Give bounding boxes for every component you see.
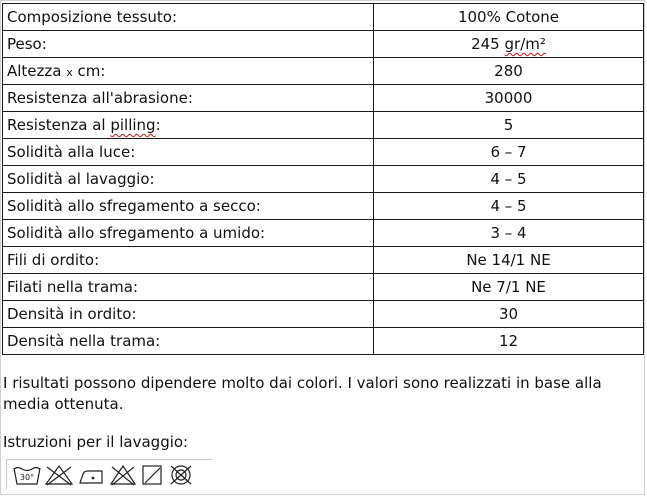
no-bleach-icon (44, 463, 74, 487)
spec-value: Ne 7/1 NE (374, 274, 644, 301)
height-label-pre: Altezza (7, 62, 67, 80)
spec-value: 30 (374, 301, 644, 328)
spec-value: 30000 (374, 85, 644, 112)
table-row (3, 166, 644, 193)
spec-label: Resistenza all'abrasione: (3, 85, 374, 112)
spec-value: 4 – 5 (374, 166, 644, 193)
professional-cleaning-icon (166, 463, 196, 487)
table-row (3, 85, 644, 112)
table-row (3, 58, 644, 85)
line-dry-icon (140, 463, 164, 487)
washing-instructions-title: Istruzioni per il lavaggio: (3, 433, 189, 451)
weight-number: 245 (471, 35, 500, 53)
spec-value: 280 (374, 58, 644, 85)
spec-label-height (3, 58, 374, 85)
spec-label-pilling (3, 112, 374, 139)
spec-value: 12 (374, 328, 644, 355)
spec-value: 6 – 7 (374, 139, 644, 166)
spec-label: Peso: (3, 31, 374, 58)
table-row (3, 112, 644, 139)
table-row (3, 247, 644, 274)
spec-label: Solidità alla luce: (3, 139, 374, 166)
table-row (3, 31, 644, 58)
care-symbols (6, 459, 212, 489)
spec-value: 5 (374, 112, 644, 139)
pilling-label-post: : (155, 116, 161, 134)
height-label-post: cm: (72, 62, 106, 80)
height-label-x: x (66, 66, 73, 79)
spec-label: Solidità al lavaggio: (3, 166, 374, 193)
spec-label: Solidità allo sfregamento a umido: (3, 220, 374, 247)
table-row (3, 139, 644, 166)
table-row (3, 193, 644, 220)
spec-value: Ne 14/1 NE (374, 247, 644, 274)
table-row (3, 274, 644, 301)
spec-label: Fili di ordito: (3, 247, 374, 274)
spec-label: Solidità allo sfregamento a secco: (3, 193, 374, 220)
results-note: I risultati possono dipendere molto dai colori. I valori sono realizzati in base alla media ottenuta. (3, 374, 602, 413)
table-row (3, 4, 644, 31)
pilling-label-pre: Resistenza al (7, 116, 111, 134)
no-tumble-dry-icon (108, 463, 138, 487)
spec-label: Densità nella trama: (3, 328, 374, 355)
table-row (3, 328, 644, 355)
spec-value: 3 – 4 (374, 220, 644, 247)
table-row (3, 301, 644, 328)
wash-30-icon (12, 463, 42, 487)
iron-low-icon (76, 463, 106, 487)
table-row (3, 220, 644, 247)
weight-unit: gr/m² (504, 35, 546, 53)
spec-label: Densità in ordito: (3, 301, 374, 328)
pilling-word: pilling (110, 116, 156, 134)
spec-value: 4 – 5 (374, 193, 644, 220)
spec-label: Composizione tessuto: (3, 4, 374, 31)
spec-value: 100% Cotone (374, 4, 644, 31)
fabric-spec-table (2, 3, 644, 355)
spec-label: Filati nella trama: (3, 274, 374, 301)
spec-value-weight (374, 31, 644, 58)
wash-temperature-label: 30° (19, 472, 35, 482)
